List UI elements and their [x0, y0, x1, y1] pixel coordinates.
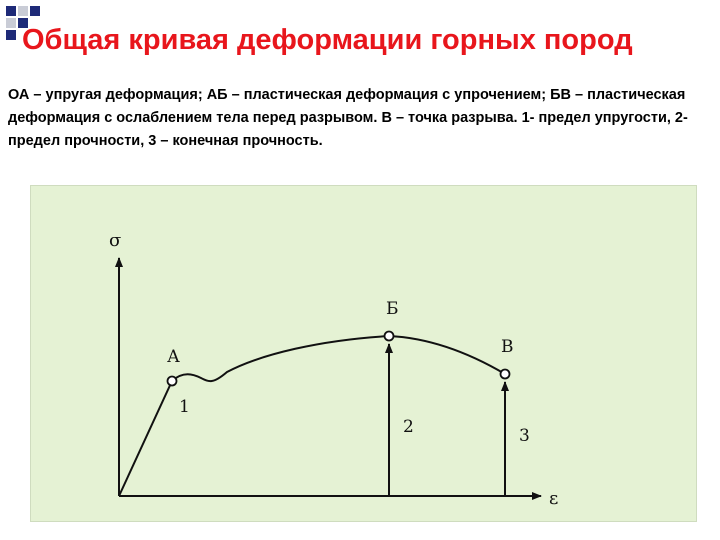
- curve-abv: [172, 336, 505, 381]
- point-v-label: В: [501, 337, 514, 357]
- slide-description: ОА – упругая деформация; АБ – пластическая деформация с упрочением; БВ – пластическая деформация с ослаблением тела перед разрывом. В – точка разрыва. 1- предел упругости, 2- предел прочности, 3 – конечная прочность.: [8, 87, 688, 149]
- deformation-diagram: [30, 185, 697, 522]
- x-axis-label: ε: [549, 488, 559, 509]
- point-b-label: Б: [386, 299, 399, 319]
- curve-oa: [119, 381, 172, 496]
- limit-2-label: 2: [403, 417, 414, 437]
- point-b-marker: [385, 332, 394, 341]
- point-a-marker: [168, 377, 177, 386]
- y-axis-label: σ: [109, 230, 122, 251]
- limit-3-label: 3: [519, 426, 530, 446]
- limit-1-label: 1: [179, 397, 190, 417]
- point-v-marker: [501, 370, 510, 379]
- point-a-label: А: [167, 347, 180, 367]
- slide-title: Общая кривая деформации горных пород: [22, 24, 633, 56]
